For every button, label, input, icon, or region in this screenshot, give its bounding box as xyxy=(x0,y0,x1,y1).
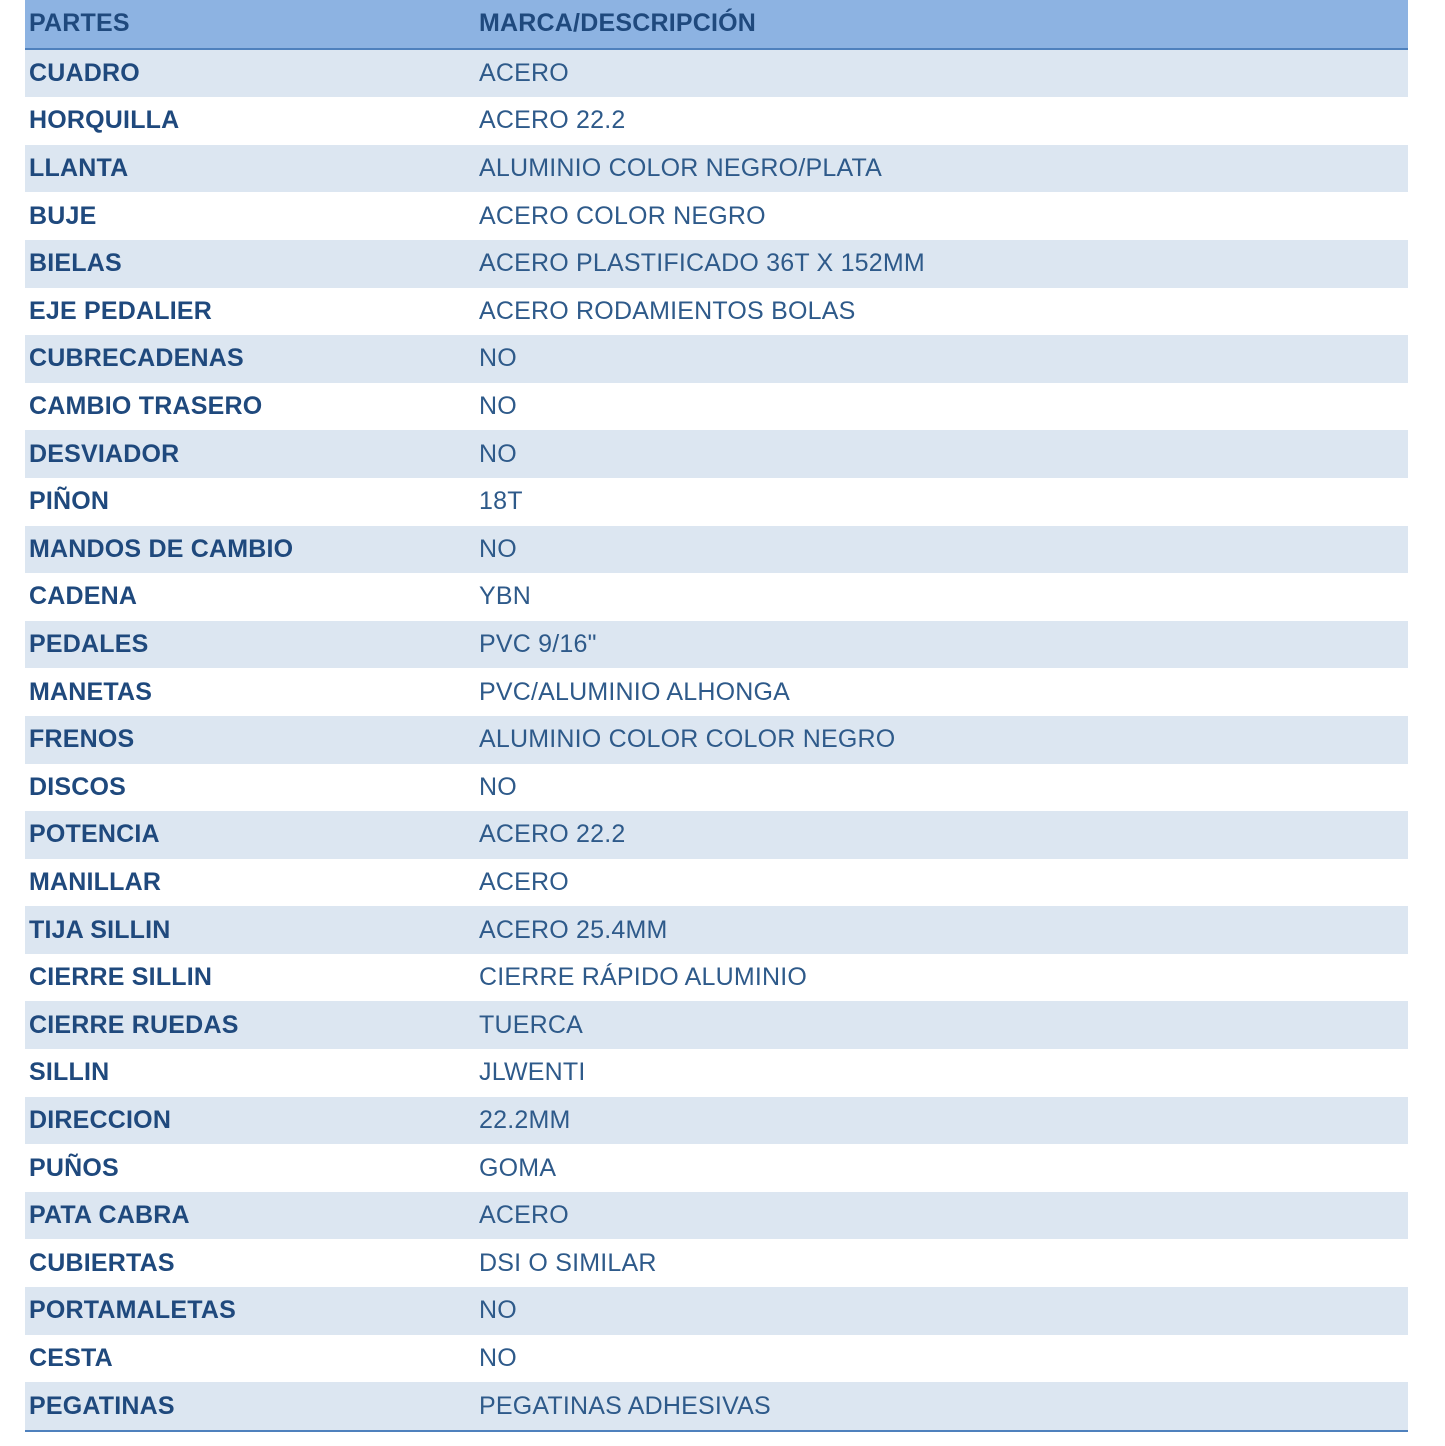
table-row xyxy=(25,526,1408,574)
table-row xyxy=(25,478,1408,526)
table-row xyxy=(25,145,1408,193)
part-name-cell: PEDALES xyxy=(25,621,475,669)
part-description-cell: NO xyxy=(475,1287,1408,1335)
part-name-cell: DESVIADOR xyxy=(25,430,475,478)
part-description-cell: JLWENTI xyxy=(475,1049,1408,1097)
part-description-cell: NO xyxy=(475,764,1408,812)
part-name-cell: FRENOS xyxy=(25,716,475,764)
part-name-cell: DIRECCION xyxy=(25,1097,475,1145)
part-name-cell: CESTA xyxy=(25,1335,475,1383)
part-description-cell: NO xyxy=(475,383,1408,431)
part-name-cell: CADENA xyxy=(25,573,475,621)
table-row xyxy=(25,430,1408,478)
part-description-cell: ALUMINIO COLOR NEGRO/PLATA xyxy=(475,145,1408,193)
table-row xyxy=(25,811,1408,859)
table-row xyxy=(25,97,1408,145)
part-name-cell: CUADRO xyxy=(25,49,475,98)
table-row xyxy=(25,1144,1408,1192)
part-description-cell: 18T xyxy=(475,478,1408,526)
part-description-cell: NO xyxy=(475,526,1408,574)
part-name-cell: PEGATINAS xyxy=(25,1382,475,1431)
part-name-cell: TIJA SILLIN xyxy=(25,906,475,954)
part-name-cell: CUBRECADENAS xyxy=(25,335,475,383)
part-name-cell: EJE PEDALIER xyxy=(25,288,475,336)
table-row xyxy=(25,1382,1408,1431)
header-marca-descripcion: MARCA/DESCRIPCIÓN xyxy=(475,0,1408,49)
part-name-cell: LLANTA xyxy=(25,145,475,193)
table-header xyxy=(25,0,1408,49)
part-name-cell: HORQUILLA xyxy=(25,97,475,145)
table-body xyxy=(25,49,1408,1431)
part-name-cell: CIERRE RUEDAS xyxy=(25,1001,475,1049)
table-row xyxy=(25,716,1408,764)
part-description-cell: PVC 9/16" xyxy=(475,621,1408,669)
part-description-cell: ACERO PLASTIFICADO 36T X 152MM xyxy=(475,240,1408,288)
part-name-cell: DISCOS xyxy=(25,764,475,812)
table-row xyxy=(25,668,1408,716)
part-description-cell: ACERO 22.2 xyxy=(475,97,1408,145)
part-description-cell: ACERO xyxy=(475,859,1408,907)
table-row xyxy=(25,1335,1408,1383)
part-description-cell: ACERO 22.2 xyxy=(475,811,1408,859)
part-description-cell: GOMA xyxy=(475,1144,1408,1192)
table-row xyxy=(25,1192,1408,1240)
part-description-cell: ACERO 25.4MM xyxy=(475,906,1408,954)
part-description-cell: DSI O SIMILAR xyxy=(475,1239,1408,1287)
part-name-cell: POTENCIA xyxy=(25,811,475,859)
table-row xyxy=(25,1287,1408,1335)
part-name-cell: MANDOS DE CAMBIO xyxy=(25,526,475,574)
table-row xyxy=(25,573,1408,621)
part-name-cell: BUJE xyxy=(25,192,475,240)
table-row xyxy=(25,383,1408,431)
part-description-cell: NO xyxy=(475,1335,1408,1383)
part-description-cell: PEGATINAS ADHESIVAS xyxy=(475,1382,1408,1431)
part-name-cell: PORTAMALETAS xyxy=(25,1287,475,1335)
part-description-cell: NO xyxy=(475,430,1408,478)
part-description-cell: ALUMINIO COLOR COLOR NEGRO xyxy=(475,716,1408,764)
part-name-cell: CUBIERTAS xyxy=(25,1239,475,1287)
header-partes: PARTES xyxy=(25,0,475,49)
part-name-cell: PIÑON xyxy=(25,478,475,526)
table-row xyxy=(25,288,1408,336)
part-name-cell: CAMBIO TRASERO xyxy=(25,383,475,431)
part-description-cell: ACERO COLOR NEGRO xyxy=(475,192,1408,240)
table-row xyxy=(25,954,1408,1002)
table-row xyxy=(25,906,1408,954)
table-row xyxy=(25,1239,1408,1287)
part-name-cell: CIERRE SILLIN xyxy=(25,954,475,1002)
part-name-cell: MANETAS xyxy=(25,668,475,716)
table-row xyxy=(25,859,1408,907)
part-description-cell: PVC/ALUMINIO ALHONGA xyxy=(475,668,1408,716)
part-name-cell: SILLIN xyxy=(25,1049,475,1097)
table-row xyxy=(25,1097,1408,1145)
part-description-cell: ACERO xyxy=(475,1192,1408,1240)
part-name-cell: BIELAS xyxy=(25,240,475,288)
part-name-cell: PUÑOS xyxy=(25,1144,475,1192)
table-row xyxy=(25,621,1408,669)
table-row xyxy=(25,764,1408,812)
part-description-cell: NO xyxy=(475,335,1408,383)
part-description-cell: TUERCA xyxy=(475,1001,1408,1049)
part-description-cell: ACERO xyxy=(475,49,1408,98)
part-name-cell: PATA CABRA xyxy=(25,1192,475,1240)
table-row xyxy=(25,1001,1408,1049)
part-description-cell: CIERRE RÁPIDO ALUMINIO xyxy=(475,954,1408,1002)
table-row xyxy=(25,240,1408,288)
table-row xyxy=(25,49,1408,98)
table-row xyxy=(25,335,1408,383)
header-row xyxy=(25,0,1408,49)
part-description-cell: 22.2MM xyxy=(475,1097,1408,1145)
part-name-cell: MANILLAR xyxy=(25,859,475,907)
parts-spec-table xyxy=(25,0,1408,1432)
table-row xyxy=(25,192,1408,240)
part-description-cell: YBN xyxy=(475,573,1408,621)
part-description-cell: ACERO RODAMIENTOS BOLAS xyxy=(475,288,1408,336)
table-row xyxy=(25,1049,1408,1097)
